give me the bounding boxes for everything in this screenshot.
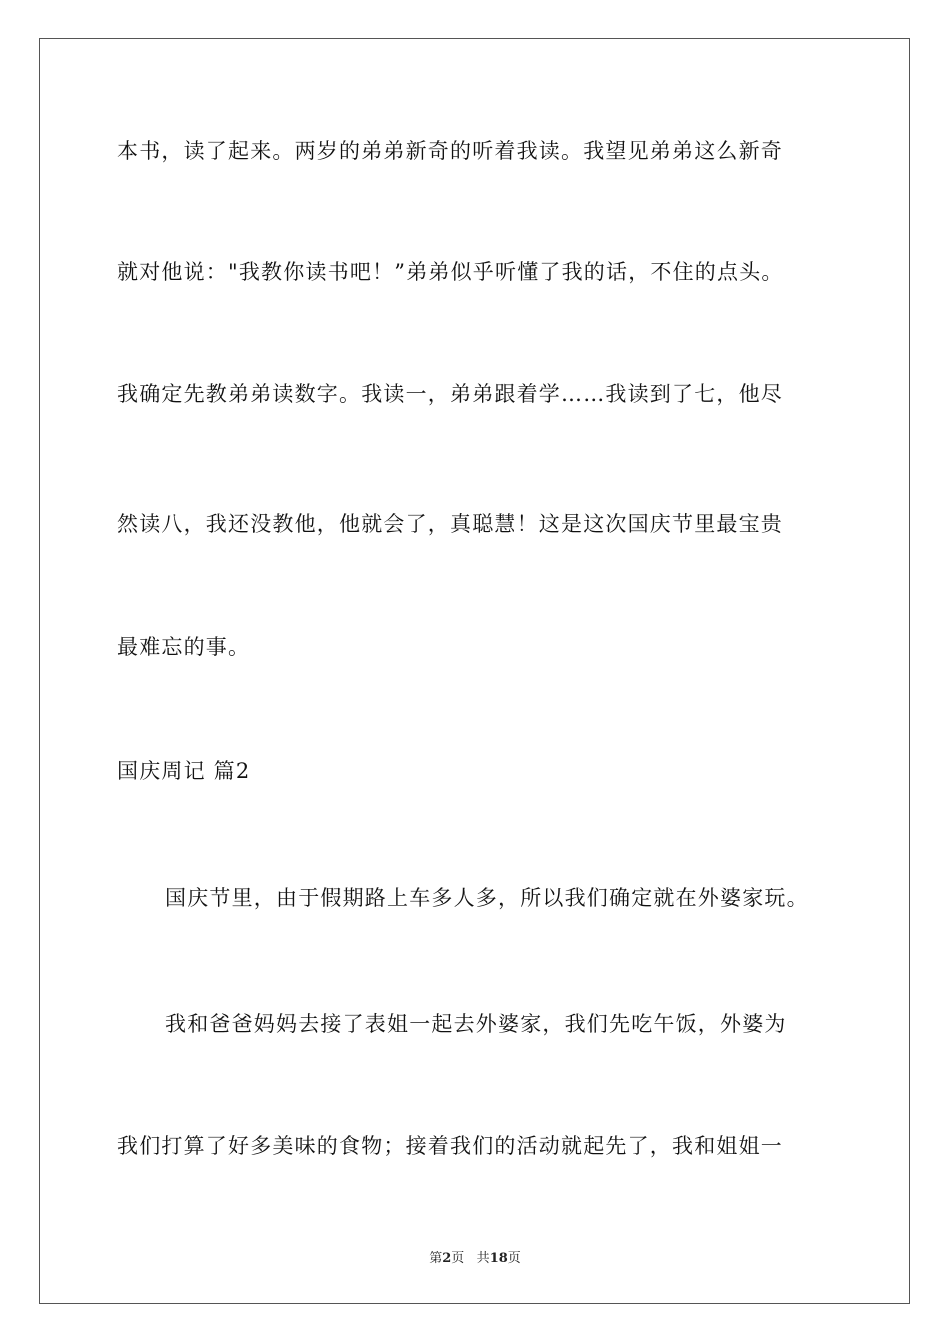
paragraph-line-1: 本书，读了起来。两岁的弟弟新奇的听着我读。我望见弟弟这么新奇	[117, 139, 783, 163]
footer-total-prefix: 共	[476, 1251, 490, 1266]
section-paragraph-line-3: 我们打算了好多美味的食物；接着我们的活动就起先了，我和姐姐一	[117, 1134, 783, 1158]
footer-page-prefix: 第	[429, 1251, 443, 1266]
footer-total-pages: 18	[489, 1251, 508, 1266]
paragraph-line-4: 然读八，我还没教他，他就会了，真聪慧！这是这次国庆节里最宝贵	[117, 512, 783, 536]
page-frame	[39, 38, 910, 1304]
paragraph-line-3: 我确定先教弟弟读数字。我读一，弟弟跟着学……我读到了七，他尽	[117, 382, 783, 406]
section-paragraph-line-2: 我和爸爸妈妈去接了表姐一起去外婆家，我们先吃午饭，外婆为	[165, 1012, 787, 1036]
footer-total-suffix: 页	[507, 1251, 521, 1266]
page-footer	[0, 1247, 950, 1266]
paragraph-line-2: 就对他说："我教你读书吧！”弟弟似乎听懂了我的话，不住的点头。	[117, 260, 784, 284]
footer-page-number: 2	[442, 1251, 452, 1266]
footer-page-suffix: 页	[451, 1251, 465, 1266]
paragraph-line-5: 最难忘的事。	[117, 635, 251, 659]
section-title: 国庆周记 篇2	[117, 759, 251, 783]
section-paragraph-line-1: 国庆节里，由于假期路上车多人多，所以我们确定就在外婆家玩。	[165, 886, 809, 910]
